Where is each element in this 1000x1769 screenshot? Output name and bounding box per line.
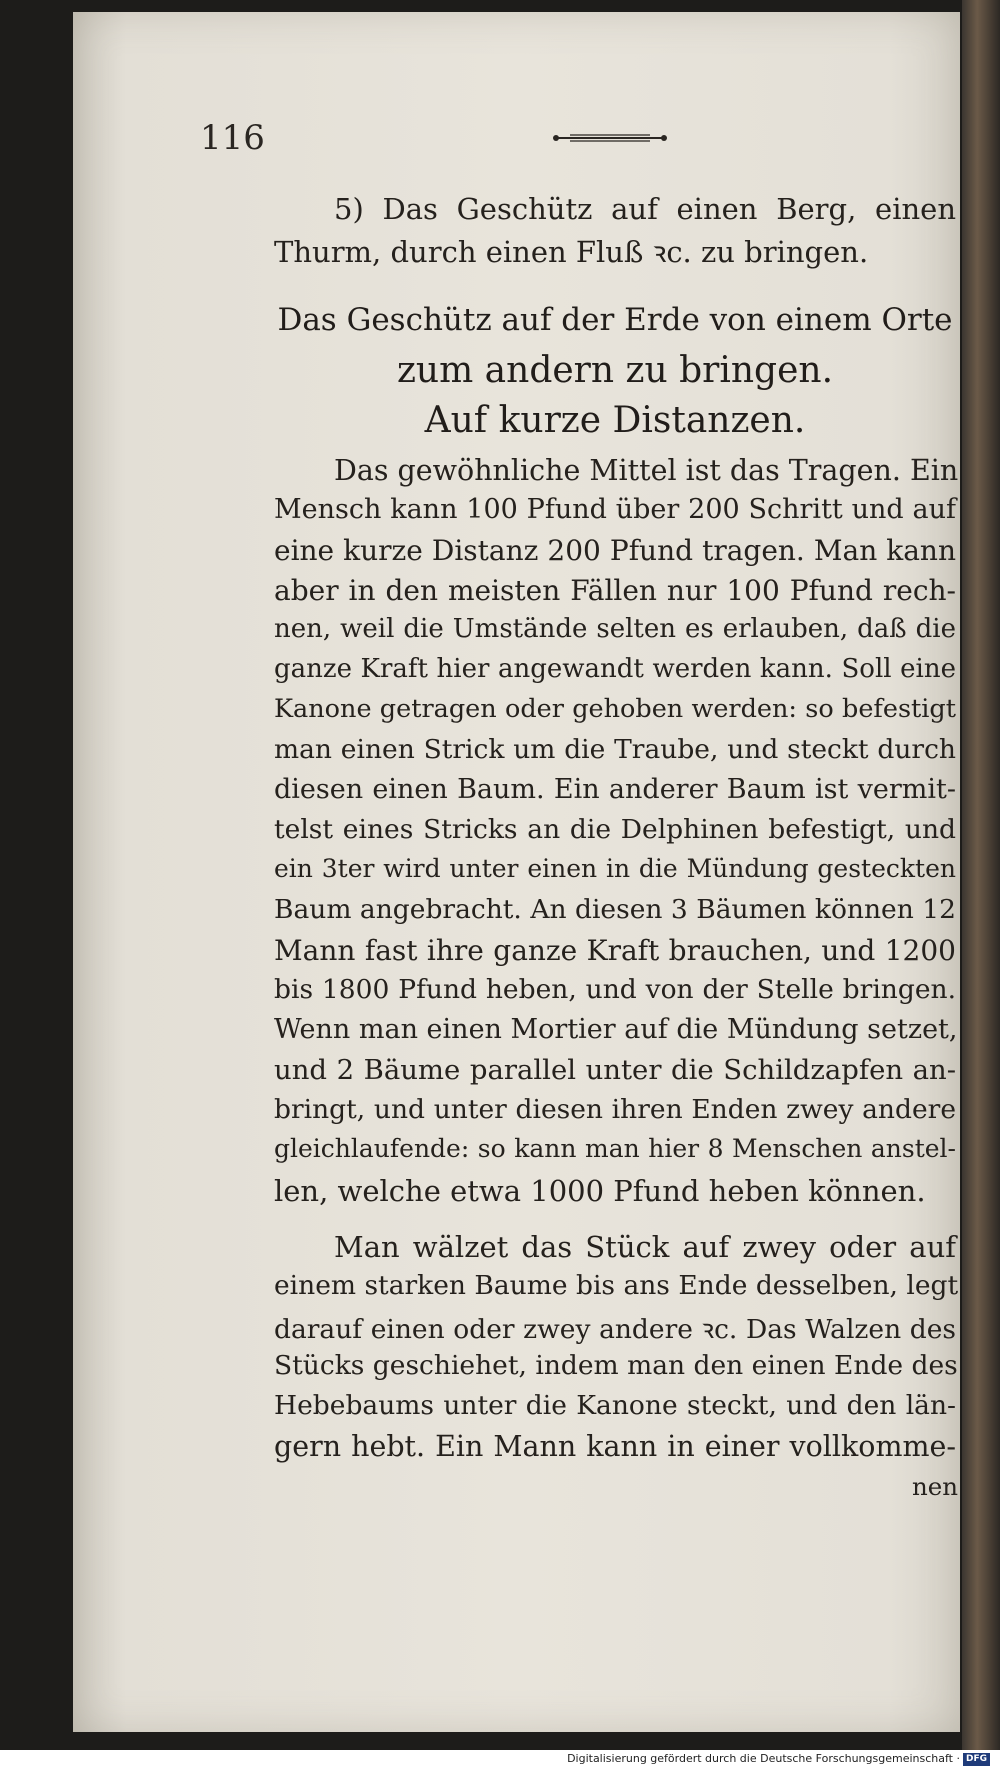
text-line: Mann fast ihre ganze Kraft brauchen, und 1200 — [274, 934, 956, 967]
section-heading: zum andern zu bringen. — [396, 350, 834, 391]
text-line: Kanone getragen oder gehoben werden: so befestigt — [274, 694, 956, 724]
text-line: und 2 Bäume parallel unter die Schildzapfen an- — [274, 1054, 956, 1086]
text-line: eine kurze Distanz 200 Pfund tragen. Man kann — [274, 534, 956, 567]
text-line: einem starken Baume bis ans Ende desselben, legt — [274, 1270, 959, 1301]
text-line: aber in den meisten Fällen nur 100 Pfund rech- — [274, 574, 956, 607]
text-line: ganze Kraft hier angewandt werden kann. Soll eine — [274, 654, 956, 684]
dfg-logo: DFG — [963, 1753, 990, 1766]
footer-credit — [567, 1752, 990, 1766]
text-line: ein 3ter wird unter einen in die Mündung gesteckten — [274, 854, 956, 883]
text-line: bis 1800 Pfund heben, und von der Stelle bringen. — [274, 974, 956, 1005]
intro-line: Thurm, durch einen Fluß ꝛc. zu bringen. — [274, 235, 869, 269]
text-line: Baum angebracht. An diesen 3 Bäumen können 12 — [274, 894, 956, 925]
text-line: darauf einen oder zwey andere ꝛc. Das Walzen des — [274, 1314, 956, 1345]
intro-line: 5) Das Geschütz auf einen Berg, einen — [334, 192, 956, 226]
page-number: 116 — [200, 118, 265, 158]
text-line: man einen Strick um die Traube, und steckt durch — [274, 734, 956, 765]
text-line: bringt, und unter diesen ihren Enden zwey andere — [274, 1094, 956, 1125]
section-heading: Das Geschütz auf der Erde von einem Orte — [277, 302, 953, 338]
subsection-heading: Auf kurze Distanzen. — [424, 400, 806, 441]
catchword: nen — [912, 1472, 959, 1501]
footer-credit-text: Digitalisierung gefördert durch die Deutsche Forschungsgemeinschaft · — [567, 1752, 960, 1765]
header-ornament-icon — [550, 130, 670, 146]
text-line: Wenn man einen Mortier auf die Mündung setzet, — [274, 1014, 958, 1045]
text-line: telst eines Stricks an die Delphinen befestigt, und — [274, 814, 956, 845]
text-line: diesen einen Baum. Ein anderer Baum ist vermit- — [274, 774, 956, 805]
text-line: Man wälzet das Stück auf zwey oder auf — [334, 1230, 956, 1264]
text-line: Hebebaums unter die Kanone steckt, und den län- — [274, 1390, 956, 1421]
text-line: Das gewöhnliche Mittel ist das Tragen. Ein — [334, 454, 959, 487]
text-line: gleichlaufende: so kann man hier 8 Menschen anstel- — [274, 1134, 956, 1163]
text-line: nen, weil die Umstände selten es erlauben, daß die — [274, 614, 956, 644]
text-line: len, welche etwa 1000 Pfund heben können. — [274, 1174, 926, 1208]
text-line: Mensch kann 100 Pfund über 200 Schritt und auf — [274, 494, 956, 525]
book-edge — [962, 0, 1000, 1750]
text-line: gern hebt. Ein Mann kann in einer vollkomme- — [274, 1430, 956, 1463]
text-line: Stücks geschiehet, indem man den einen Ende des — [274, 1350, 958, 1381]
